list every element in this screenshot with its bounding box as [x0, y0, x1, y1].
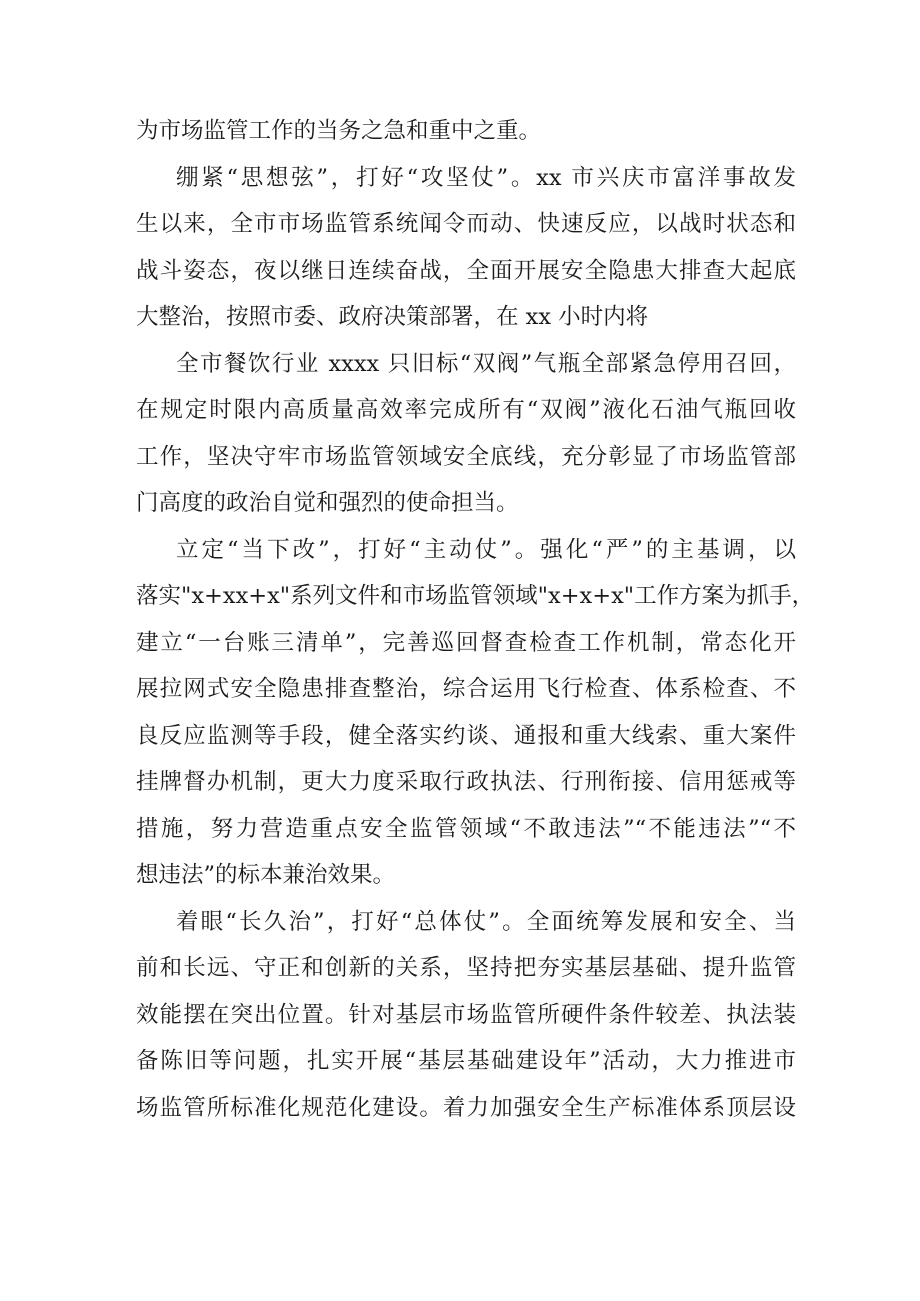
- document-body: [136, 108, 815, 1131]
- text-line: 效能摆在突出位置。针对基层市场监管所硬件条件较差、执法装: [136, 1001, 796, 1028]
- text-line: 为市场监管工作的当务之急和重中之重。: [136, 118, 542, 144]
- paragraph-first-line: 绷紧“思想弦”，打好“攻坚仗”。xx 市兴庆市富洋事故发: [176, 164, 796, 191]
- text-line: 场监管所标准化规范化建设。着力加强安全生产标准体系顶层设: [136, 1094, 796, 1121]
- paragraph-first-line: 着眼“长久治”，打好“总体仗”。全面统筹发展和安全、当: [176, 908, 796, 935]
- text-line: 建立“一台账三清单”，完善巡回督查检查工作机制，常态化开: [136, 629, 796, 656]
- text-line: 备陈旧等问题，扎实开展“基层基础建设年”活动，大力推进市: [136, 1048, 796, 1074]
- text-line: 大整治，按照市委、政府决策部署，在 xx 小时内将: [136, 304, 649, 330]
- text-line: 前和长远、守正和创新的关系，坚持把夯实基层基础、提升监管: [136, 955, 796, 981]
- text-line: 良反应监测等手段，健全落实约谈、通报和重大线索、重大案件: [136, 722, 796, 749]
- text-line: 工作，坚决守牢市场监管领域安全底线，充分彰显了市场监管部: [136, 443, 796, 470]
- text-line: 战斗姿态，夜以继日连续奋战，全面开展安全隐患大排查大起底: [136, 257, 796, 284]
- text-line: 落实"x+xx+x"系列文件和市场监管领域"x+x+x"工作方案为抓手，: [136, 583, 815, 609]
- paragraph-first-line: 全市餐饮行业 xxxx 只旧标“双阀”气瓶全部紧急停用召回，: [176, 350, 796, 377]
- text-line: 在规定时限内高质量高效率完成所有“双阀”液化石油气瓶回收: [136, 397, 796, 423]
- text-line: 想违法”的标本兼治效果。: [136, 862, 396, 888]
- text-line: 措施，努力营造重点安全监管领域“不敢违法”“不能违法”“不: [136, 815, 796, 842]
- text-line: 挂牌督办机制，更大力度采取行政执法、行刑衔接、信用惩戒等: [136, 769, 796, 795]
- text-line: 门高度的政治自觉和强烈的使命担当。: [136, 490, 519, 516]
- text-line: 展拉网式安全隐患排查整治，综合运用飞行检查、体系检查、不: [136, 676, 796, 702]
- paragraph-first-line: 立定“当下改”，打好“主动仗”。强化“严”的主基调，以: [176, 536, 796, 563]
- text-line: 生以来，全市市场监管系统闻令而动、快速反应，以战时状态和: [136, 211, 796, 237]
